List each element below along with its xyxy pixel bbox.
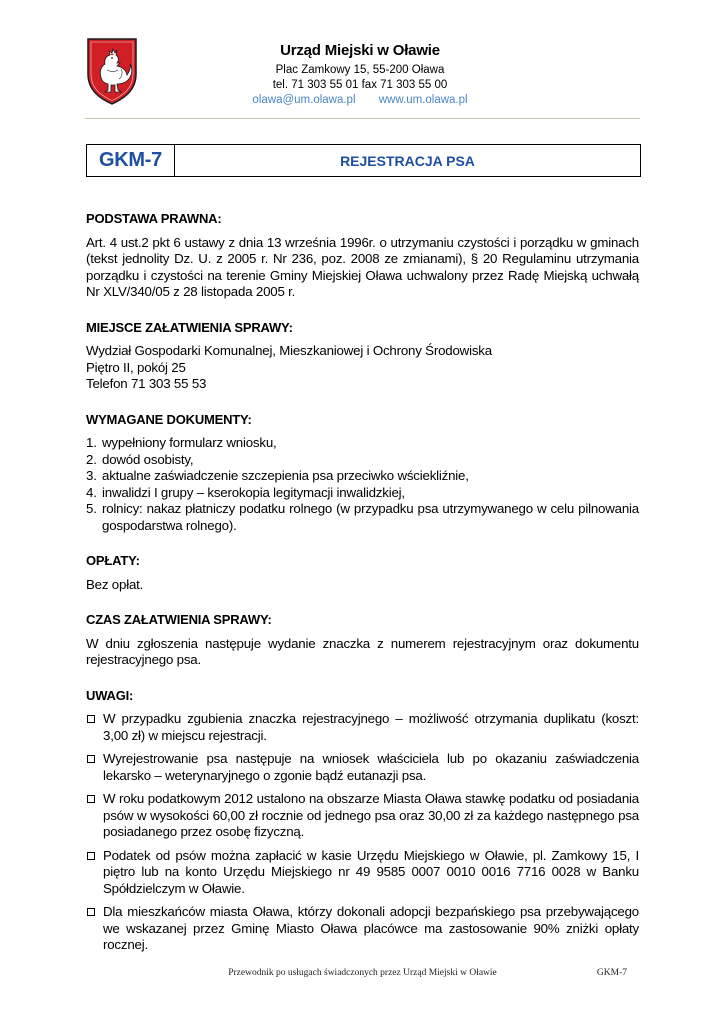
office-name: Urząd Miejski w Oławie	[280, 42, 440, 59]
footer-guide: Przewodnik po usługach świadczonych przez Urząd Miejski w Oławie	[228, 968, 497, 978]
office-links	[150, 93, 570, 108]
list-item	[86, 468, 639, 485]
place-section	[86, 320, 639, 393]
email-link[interactable]: olawa@um.olawa.pl	[252, 94, 356, 106]
checkbox-bullet-icon	[87, 852, 95, 860]
office-header	[150, 42, 570, 108]
fees-text: Bez opłat.	[86, 576, 144, 592]
list-item	[86, 751, 639, 784]
place-line: Telefon 71 303 55 53	[86, 376, 207, 391]
list-item	[86, 452, 639, 469]
note-text: Dla mieszkańców miasta Oława, którzy dokonali adopcji bezpańskiego psa przebywającego we wskazanej przez Gminę Miasto Oława placówce ma zastosowanie 90% zniżki opłaty rocznej.	[103, 904, 639, 952]
list-text: wypełniony formularz wniosku,	[102, 435, 277, 450]
notes-list	[86, 711, 639, 954]
documents-section	[86, 412, 639, 535]
notes-section	[86, 688, 639, 954]
list-item	[86, 485, 639, 502]
website-link[interactable]: www.um.olawa.pl	[378, 94, 468, 106]
note-text: W przypadku zgubienia znaczka rejestracyjnego – możliwość otrzymania duplikatu (koszt: 3,00 zł) w miejscu rejestracji.	[103, 711, 639, 743]
list-number: 5.	[86, 501, 97, 516]
list-text: inwalidzi I grupy – kserokopia legitymacji inwalidzkiej,	[102, 484, 405, 500]
office-address: Plac Zamkowy 15, 55-200 Oława	[275, 64, 445, 76]
list-item	[86, 904, 639, 954]
card-title-box	[86, 144, 641, 177]
checkbox-bullet-icon	[87, 715, 95, 723]
legal-heading: PODSTAWA PRAWNA:	[86, 211, 222, 226]
list-text: dowód osobisty,	[102, 451, 194, 467]
list-item	[86, 501, 639, 534]
note-text: W roku podatkowym 2012 ustalono na obszarze Miasta Oława stawkę podatku od posiadania psów w wysokości 60,00 zł rocznie od jednego psa oraz 30,00 zł za każdego następnego psa posiadanego przez osobę fizyczną.	[103, 791, 639, 839]
list-item	[86, 435, 639, 452]
checkbox-bullet-icon	[87, 755, 95, 763]
list-number: 4.	[86, 484, 97, 500]
list-item	[86, 791, 639, 841]
fees-heading: OPŁATY:	[86, 553, 140, 568]
list-number: 2.	[86, 451, 97, 467]
header-divider	[85, 118, 640, 119]
list-number: 3.	[86, 468, 97, 483]
office-phone: tel. 71 303 55 01 fax 71 303 55 00	[272, 79, 448, 91]
place-line: Wydział Gospodarki Komunalnej, Mieszkaniowej i Ochrony Środowiska	[86, 343, 492, 358]
checkbox-bullet-icon	[87, 908, 95, 916]
coat-of-arms-icon	[85, 36, 139, 106]
list-number: 1.	[86, 435, 97, 450]
list-item	[86, 848, 639, 898]
fees-section	[86, 553, 639, 593]
card-code: GKM-7	[87, 145, 175, 176]
notes-heading: UWAGI:	[86, 687, 134, 703]
checkbox-bullet-icon	[87, 795, 95, 803]
list-text: rolnicy: nakaz płatniczy podatku rolnego (w przypadku psa utrzymywanego w celu pilnowania gospodarstwa rolnego).	[102, 501, 639, 533]
time-heading: CZAS ZAŁATWIENIA SPRAWY:	[86, 612, 272, 627]
note-text: Podatek od psów można zapłacić w kasie Urzędu Miejskiego w Oławie, pl. Zamkowy 15, I piętro lub na konto Urzędu Miejskiego nr 49 9585 0007 0010 0016 7716 0028 w Banku Spółdzielczym w Oławie.	[103, 847, 639, 896]
time-text: W dniu zgłoszenia następuje wydanie znaczka z numerem rejestracyjnym oraz dokumentu rejestracyjnego psa.	[86, 635, 639, 667]
card-content	[86, 211, 639, 961]
footer-code: GKM-7	[596, 968, 627, 978]
documents-list	[86, 435, 639, 534]
place-line: Piętro II, pokój 25	[86, 359, 186, 375]
documents-heading: WYMAGANE DOKUMENTY:	[86, 411, 252, 427]
list-item	[86, 711, 639, 744]
note-text: Wyrejestrowanie psa następuje na wniosek właściciela lub po okazaniu zaświadczenia lekarsko – weterynaryjnego o zgonie bądź eutanazji psa.	[103, 751, 639, 783]
card-name: REJESTRACJA PSA	[340, 152, 475, 169]
place-heading: MIEJSCE ZAŁATWIENIA SPRAWY:	[86, 319, 293, 335]
list-text: aktualne zaświadczenie szczepienia psa przeciwko wściekliźnie,	[102, 468, 469, 483]
legal-text: Art. 4 ust.2 pkt 6 ustawy z dnia 13 września 1996r. o utrzymaniu czystości i porządku w gminach (tekst jednolity Dz. U. z 2005 r. Nr 236, poz. 2008 ze zmianami), § 20 Regulaminu utrzymania porządku i czystości na terenie Gminy Miejskiej Oława uchwalony przez Radę Miejską uchwałą Nr XLV/340/05 z 28 listopada 2005 r.	[86, 234, 639, 299]
legal-section	[86, 211, 639, 301]
time-section	[86, 612, 639, 669]
